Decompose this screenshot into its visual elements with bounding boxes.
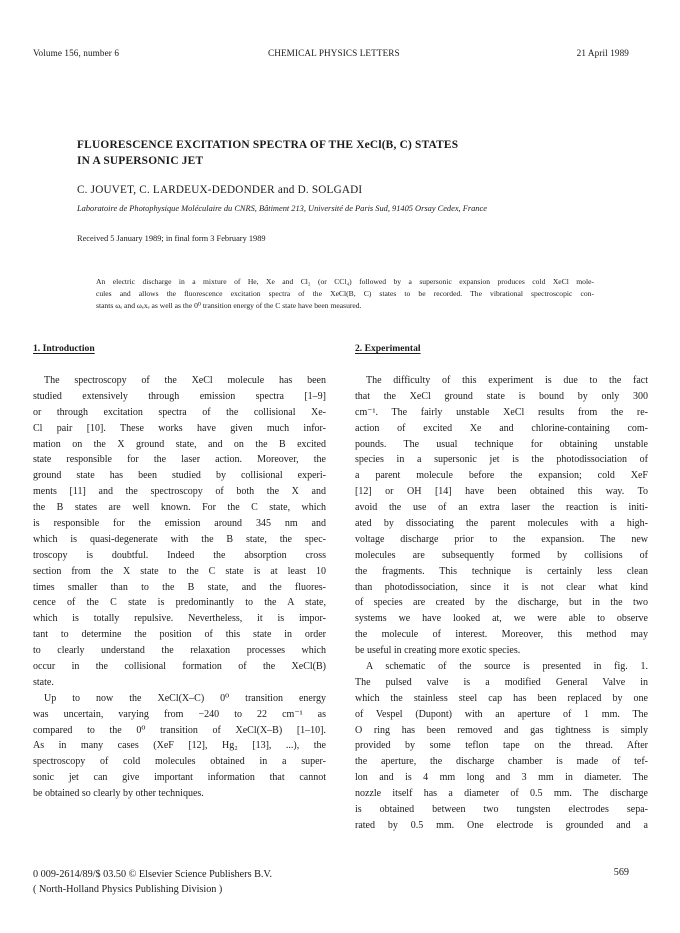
text-line: than photodissociation, since it is not clear what kind — [355, 581, 648, 593]
text-line: is obtained between two tungsten electrodes sepa- — [355, 804, 648, 816]
text-line: spectroscopy of cold molecules obtained in a super- — [33, 756, 326, 768]
text-line: systems we have looked at, we were able to observe — [355, 613, 648, 625]
text-line: provided by some teflon tape on the thread. After — [355, 740, 648, 752]
text-line: times smaller than to the B state, and the fluores- — [33, 581, 326, 593]
article-title-line-2: IN A SUPERSONIC JET — [77, 155, 204, 167]
abstract-line: An electric discharge in a mixture of He, Xe and Cl₂ (or CCl₄) followed by a supersonic expansion produces cold XeCl mole- — [96, 277, 594, 286]
text-line: state. — [33, 676, 54, 688]
footer-line-2: ( North-Holland Physics Publishing Division ) — [33, 884, 223, 895]
article-affiliation: Laboratoire de Photophysique Moléculaire du CNRS, Bâtiment 213, Université de Paris Sud, 91405 Orsay Cedex, France — [77, 204, 487, 213]
text-line: ground state has been studied by collisional experi- — [33, 470, 326, 482]
text-line: nozzle itself has a diameter of 0.5 mm. The discharge — [355, 788, 648, 800]
text-line: sonic jet can give important information that cannot — [33, 772, 326, 784]
section-heading-introduction: 1. Introduction — [33, 343, 95, 354]
text-line: avoid the use of an extra laser the reaction is initi- — [355, 502, 648, 514]
article-authors: C. JOUVET, C. LARDEUX-DEDONDER and D. SOLGADI — [77, 184, 363, 196]
section-heading-experimental: 2. Experimental — [355, 343, 421, 354]
text-line: voltage discharge prior to the expansion. The new — [355, 533, 648, 545]
text-line: species in a supersonic jet is the photodissociation of — [355, 454, 648, 466]
text-line: action of excited Xe and chlorine-containing com- — [355, 422, 648, 434]
text-line: state responsible for the laser action. Moreover, the — [33, 454, 326, 466]
abstract-line: stants ωₑ and ωₑxₑ as well as the 0⁰ transition energy of the C state have been measured. — [96, 301, 362, 310]
text-line: be useful in creating more exotic species. — [355, 645, 521, 657]
footer-publisher — [33, 867, 272, 897]
article-title-line-1: FLUORESCENCE EXCITATION SPECTRA OF THE XeCl(B, C) STATES — [77, 139, 459, 151]
text-line: compared to the 0⁰ transition of XeCl(X–B) [1–10]. — [33, 724, 326, 736]
header-volume: Volume 156, number 6 — [33, 48, 120, 58]
text-line: ments [11] and the spectroscopy of both the X and — [33, 486, 326, 498]
text-line: lon and is 4 mm long and 3 mm in diameter. The — [355, 772, 648, 784]
abstract-line: cules and allows the fluorescence excitation spectra of the XeCl(B, C) states to be recorded. The vibrational spectroscopic con- — [96, 289, 594, 298]
text-line: was uncertain, varying from −240 to 22 cm⁻¹ as — [33, 708, 326, 720]
article-received: Received 5 January 1989; in final form 3 February 1989 — [77, 234, 266, 243]
text-line: The pulsed valve is a modified General Valve in — [355, 676, 648, 688]
text-line: is responsible for the emission around 345 nm and — [33, 518, 326, 530]
text-line: Cl pair [10]. These works have given much infor- — [33, 422, 326, 434]
text-line: molecules are subsequently formed by collisions of — [355, 549, 648, 561]
text-line: the fragments. This technique is certainly less clean — [355, 565, 648, 577]
abstract — [96, 276, 594, 312]
text-line: Up to now the XeCl(X–C) 0⁰ transition energy — [44, 692, 326, 704]
text-line: or through excitation spectra of the collisional Xe- — [33, 406, 326, 418]
text-line: which the stainless steel cap has been replaced by one — [355, 692, 648, 704]
text-line: which is quasi-degenerate with the B state, the spec- — [33, 533, 326, 545]
right-column — [355, 373, 648, 834]
text-line: troscopy is doubtful. Indeed the absorption cross — [33, 549, 326, 561]
text-line: of Vespel (Dupont) with an aperture of 1 mm. The — [355, 708, 648, 720]
text-line: cm⁻¹. The fairly unstable XeCl results from the re- — [355, 406, 648, 418]
text-line: rated by 0.5 mm. One electrode is grounded and a — [355, 819, 648, 831]
text-line: the molecule of interest. Moreover, this method may — [355, 629, 648, 641]
header-journal: CHEMICAL PHYSICS LETTERS — [268, 48, 400, 58]
text-line: studied extensively through emission spectra [1–9] — [33, 390, 326, 402]
footer-line-1: 0 009-2614/89/$ 03.50 © Elsevier Science Publishers B.V. — [33, 869, 273, 880]
text-line: be obtained so clearly by other techniques. — [33, 788, 204, 800]
text-line: tant to determine the position of this state in order — [33, 629, 326, 641]
text-line: The difficulty of this experiment is due to the fact — [366, 375, 648, 386]
text-line: mation on the X ground state, and on the B excited — [33, 438, 326, 450]
text-line: the B states are well known. For the C state, which — [33, 502, 326, 514]
text-line: a parent molecule before the expansion; cold XeF — [355, 470, 648, 482]
page-number: 569 — [613, 867, 629, 878]
header-date: 21 April 1989 — [576, 48, 629, 58]
text-line: ated by dissociating the parent molecules with a high- — [355, 518, 648, 530]
text-line: occur in the collisional formation of the XeCl(B) — [33, 661, 326, 673]
text-line: which is totally repulsive. Nevertheless, it is impor- — [33, 613, 326, 625]
text-line: O ring has been removed and gas tightness is simply — [355, 724, 648, 736]
text-line: As in many cases (XeF [12], Hg₂ [13], ...), the — [33, 740, 326, 752]
text-line: that the XeCl ground state is bound by only 300 — [355, 390, 648, 402]
text-line: of species are created by the discharge, but in the two — [355, 597, 648, 609]
text-line: A schematic of the source is presented in fig. 1. — [366, 661, 648, 673]
text-line: to clearly understand the relaxation processes which — [33, 645, 326, 657]
text-line: The spectroscopy of the XeCl molecule has been — [44, 375, 326, 386]
text-line: cence of the C state is predominantly to the A state, — [33, 597, 326, 609]
article-title — [77, 137, 617, 169]
text-line: [12] or OH [14] have been obtained this way. To — [355, 486, 648, 498]
text-line: section from the X state to the C state is at least 10 — [33, 565, 326, 577]
left-column — [33, 373, 326, 802]
text-line: the aperture, the discharge chamber is made of tef- — [355, 756, 648, 768]
text-line: pounds. The usual technique for obtaining unstable — [355, 438, 648, 450]
